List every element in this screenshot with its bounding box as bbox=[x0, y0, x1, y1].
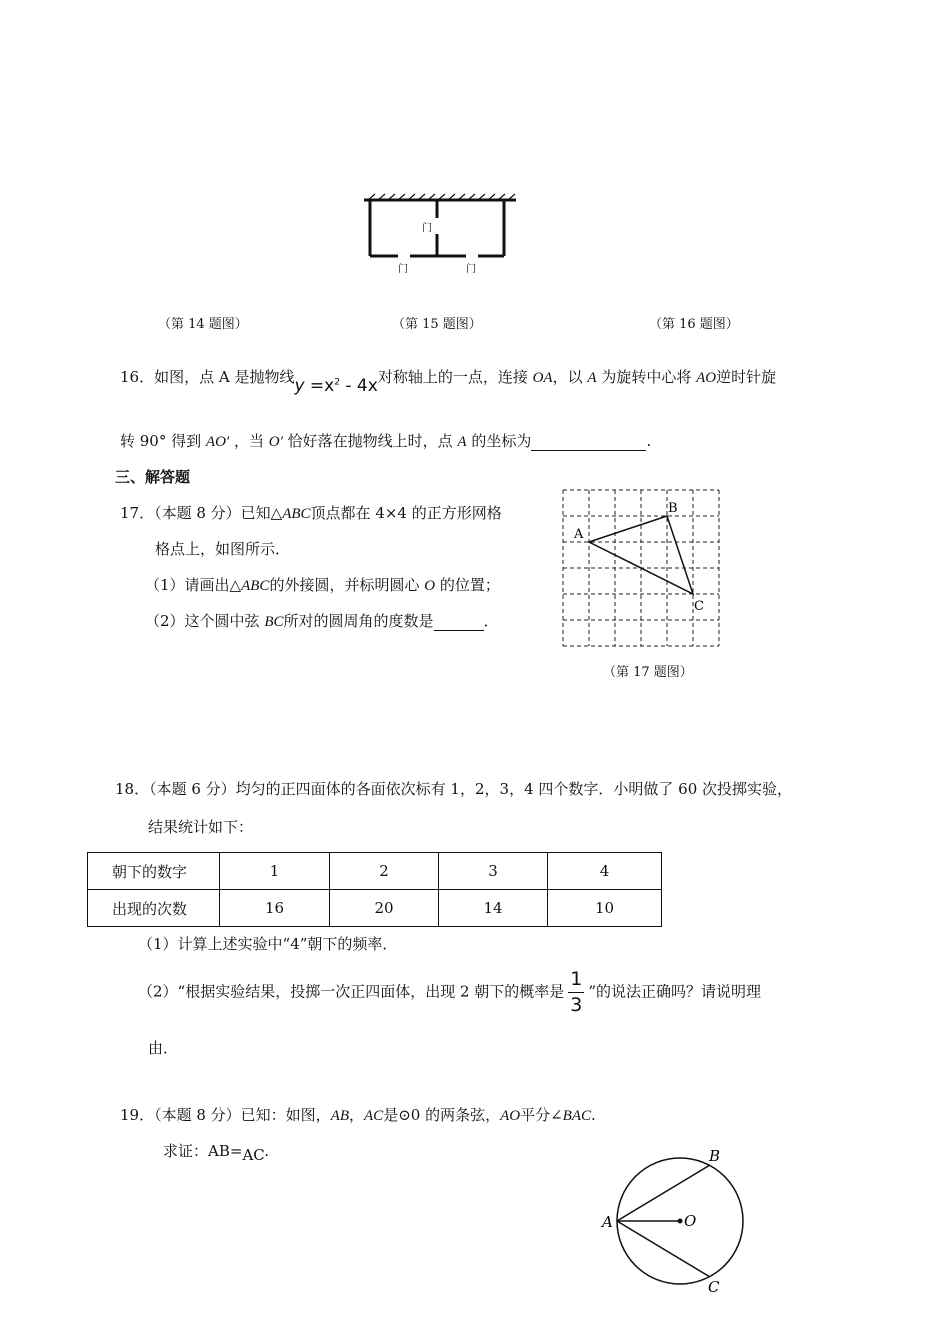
triangle-abc: ABC bbox=[241, 578, 270, 594]
door-label-right: 门 bbox=[466, 264, 476, 275]
segment-ao: AO bbox=[500, 1108, 521, 1124]
label-c: C bbox=[708, 1278, 720, 1295]
figure-17-grid-triangle bbox=[555, 482, 730, 657]
table-header-cell: 朝下的数字 bbox=[88, 853, 220, 890]
segment-oa: OA bbox=[532, 370, 553, 386]
q18-text: ”的说法正确吗？请说明理 bbox=[588, 982, 762, 1001]
chord-bc: BC bbox=[264, 614, 284, 630]
q18-part2 bbox=[138, 970, 761, 1015]
table-cell: 16 bbox=[220, 890, 330, 927]
center-point bbox=[678, 1219, 683, 1224]
label-o: O bbox=[684, 1212, 697, 1230]
fraction-denominator: 3 bbox=[570, 994, 583, 1016]
caption-fig14: （第 14 题图） bbox=[158, 317, 248, 332]
answer-blank[interactable] bbox=[434, 612, 484, 631]
q17-part1 bbox=[145, 574, 500, 595]
q18-part1: （1）计算上述实验中“4”朝下的频率． bbox=[138, 935, 398, 953]
fraction-one-third bbox=[568, 970, 584, 1015]
table-cell: 14 bbox=[439, 890, 548, 927]
point-a: A bbox=[457, 434, 467, 450]
table-cell: 3 bbox=[439, 853, 548, 890]
formula-rest: - 4x bbox=[339, 376, 378, 396]
q17-text: （2）这个圆中弦 bbox=[145, 612, 265, 630]
q18-line2: 结果统计如下： bbox=[148, 818, 254, 836]
figure-15-floor-plan bbox=[358, 190, 523, 280]
q17-text: 17．（本题 8 分）已知△ bbox=[120, 504, 283, 522]
table-row bbox=[88, 890, 662, 927]
q17-text: 顶点都在 4×4 的正方形网格 bbox=[310, 504, 502, 522]
label-b: B bbox=[709, 1147, 721, 1165]
q19-text: AC bbox=[242, 1146, 265, 1164]
fraction-numerator: 1 bbox=[568, 970, 584, 993]
q16-text: ，当 bbox=[229, 432, 269, 450]
results-table bbox=[87, 852, 662, 927]
angle-bac: BAC bbox=[562, 1108, 591, 1124]
q16-text: 对称轴上的一点，连接 bbox=[377, 368, 533, 386]
label-a: A bbox=[602, 1213, 613, 1231]
q17-text: （1）请画出△ bbox=[145, 576, 242, 594]
q16-text: 逆时针旋 bbox=[716, 368, 777, 386]
label-a: A bbox=[574, 527, 584, 542]
q17-text: 的外接圆，并标明圆心 bbox=[269, 576, 425, 594]
q19-text: . bbox=[264, 1142, 269, 1160]
q16-text: 为旋转中心将 bbox=[596, 368, 697, 386]
door-label-left: 门 bbox=[398, 264, 408, 275]
q16-text: 恰好落在抛物线上时，点 bbox=[282, 432, 458, 450]
q16-text: 16．如图，点 A 是抛物线 bbox=[120, 368, 295, 386]
q16-line2 bbox=[120, 430, 651, 451]
q16-text: ，以 bbox=[552, 368, 588, 386]
q17-line2: 格点上，如图所示． bbox=[155, 540, 291, 558]
formula-y: y bbox=[294, 376, 305, 396]
q19-text: . bbox=[591, 1106, 596, 1124]
label-c: C bbox=[694, 599, 704, 614]
caption-fig15: （第 15 题图） bbox=[392, 317, 482, 332]
point-o: O bbox=[424, 578, 436, 594]
q17-text: 所对的圆周角的度数是 bbox=[283, 612, 434, 630]
walls bbox=[370, 200, 504, 256]
table-header-cell: 出现的次数 bbox=[88, 890, 220, 927]
caption-fig17: （第 17 题图） bbox=[603, 665, 693, 680]
q19-text: 平分∠ bbox=[520, 1106, 563, 1124]
answer-blank[interactable] bbox=[531, 432, 646, 451]
point-a: A bbox=[587, 370, 597, 386]
ceiling-hatching bbox=[364, 194, 516, 200]
q17-text: ． bbox=[483, 612, 499, 630]
q19-text: 求证：AB= bbox=[163, 1142, 243, 1160]
formula-exp: 2 bbox=[334, 377, 340, 388]
q16-text: . bbox=[646, 432, 652, 450]
q19-line1 bbox=[120, 1104, 596, 1125]
q19-text: 19．（本题 8 分）已知：如图， bbox=[120, 1106, 331, 1124]
q19-line2 bbox=[163, 1140, 269, 1164]
chord-ac: AC bbox=[364, 1108, 384, 1124]
figure-19-circle bbox=[595, 1145, 755, 1295]
point-o-prime: O′ bbox=[268, 434, 283, 450]
triangle-abc: ABC bbox=[282, 506, 311, 522]
chord-ab: AB bbox=[330, 1108, 349, 1124]
table-cell: 20 bbox=[330, 890, 439, 927]
q16-text: 转 90° 得到 bbox=[120, 432, 206, 450]
label-b: B bbox=[668, 501, 678, 516]
q18-part2-end: 由． bbox=[148, 1039, 179, 1057]
table-cell: 10 bbox=[548, 890, 662, 927]
parabola-formula bbox=[294, 376, 377, 396]
q19-text: ， bbox=[349, 1106, 365, 1124]
table-cell: 4 bbox=[548, 853, 662, 890]
segment-ao: AO bbox=[696, 370, 717, 386]
formula-eq: =x bbox=[304, 376, 335, 396]
q19-text: 是⊙0 的两条弦， bbox=[383, 1106, 501, 1124]
table-cell: 1 bbox=[220, 853, 330, 890]
table-row bbox=[88, 853, 662, 890]
section-title: 三、解答题 bbox=[115, 468, 191, 486]
segment-ao-prime: AO′ bbox=[205, 434, 230, 450]
q17-text: 的位置； bbox=[435, 576, 500, 594]
q18-text: （2）“根据实验结果，投掷一次正四面体，出现 2 朝下的概率是 bbox=[138, 982, 565, 1001]
table-cell: 2 bbox=[330, 853, 439, 890]
q17-line1 bbox=[120, 502, 502, 523]
q18-line1: 18．（本题 6 分）均匀的正四面体的各面依次标有 1，2，3，4 四个数字．小明做了 60 次投掷实验， bbox=[115, 780, 793, 798]
q17-part2 bbox=[145, 610, 499, 631]
door-label-middle: 门 bbox=[422, 223, 432, 234]
q16-text: 的坐标为 bbox=[466, 432, 532, 450]
q16-line1 bbox=[120, 366, 777, 396]
caption-fig16: （第 16 题图） bbox=[649, 317, 739, 332]
